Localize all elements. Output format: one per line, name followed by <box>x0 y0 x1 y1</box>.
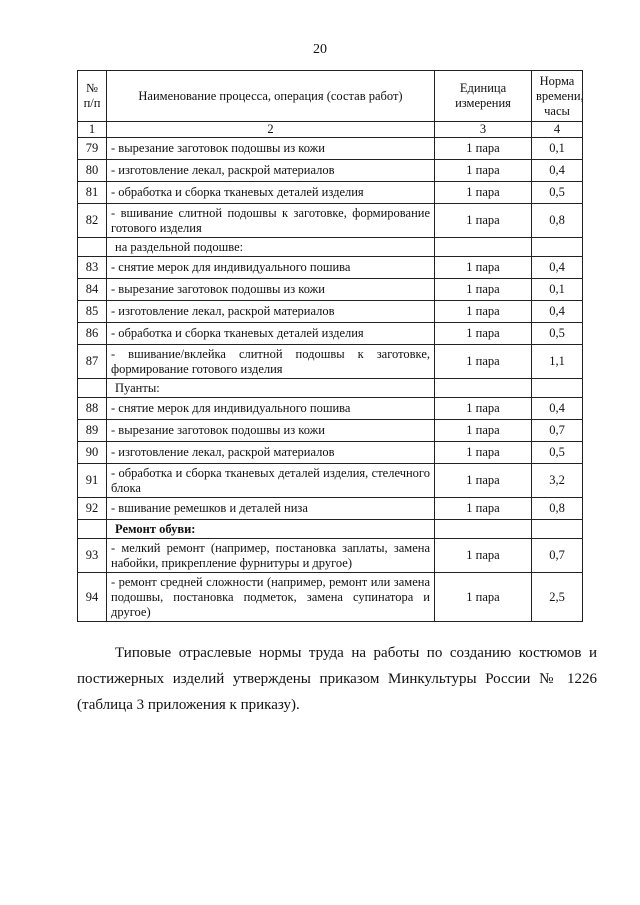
table-row <box>78 464 583 498</box>
section-title: Пуанты: <box>107 379 435 398</box>
column-number: 3 <box>435 122 532 138</box>
operation-description: - снятие мерок для индивидуального пошива <box>107 398 435 420</box>
section-value-cell <box>532 379 583 398</box>
norm-value: 0,8 <box>532 204 583 238</box>
table-row <box>78 345 583 379</box>
table-row <box>78 257 583 279</box>
unit-cell: 1 пара <box>435 539 532 573</box>
unit-cell: 1 пара <box>435 204 532 238</box>
note-paragraph <box>77 640 597 718</box>
table-row <box>78 160 583 182</box>
table-row <box>78 204 583 238</box>
row-number: 94 <box>78 573 107 622</box>
section-num-cell <box>78 520 107 539</box>
row-number: 81 <box>78 182 107 204</box>
section-row <box>78 238 583 257</box>
row-number: 89 <box>78 420 107 442</box>
row-number: 83 <box>78 257 107 279</box>
operation-description: - мелкий ремонт (например, постановка заплаты, замена набойки, прикрепление фурнитуры и другое) <box>107 539 435 573</box>
unit-cell: 1 пара <box>435 420 532 442</box>
unit-cell: 1 пара <box>435 498 532 520</box>
table-row <box>78 323 583 345</box>
unit-cell: 1 пара <box>435 138 532 160</box>
norm-value: 0,1 <box>532 279 583 301</box>
operation-description: - изготовление лекал, раскрой материалов <box>107 442 435 464</box>
section-row <box>78 520 583 539</box>
section-title: Ремонт обуви: <box>107 520 435 539</box>
table-row <box>78 182 583 204</box>
column-number: 4 <box>532 122 583 138</box>
table-row <box>78 301 583 323</box>
row-number: 79 <box>78 138 107 160</box>
section-row <box>78 379 583 398</box>
column-number: 2 <box>107 122 435 138</box>
norm-value: 1,1 <box>532 345 583 379</box>
row-number: 84 <box>78 279 107 301</box>
section-num-cell <box>78 379 107 398</box>
table-header-row <box>78 71 583 122</box>
norm-value: 0,4 <box>532 398 583 420</box>
section-value-cell <box>532 238 583 257</box>
operation-description: - вырезание заготовок подошвы из кожи <box>107 420 435 442</box>
row-number: 86 <box>78 323 107 345</box>
operation-description: - обработка и сборка тканевых деталей изделия <box>107 182 435 204</box>
table-row <box>78 539 583 573</box>
row-number: 80 <box>78 160 107 182</box>
unit-cell: 1 пара <box>435 182 532 204</box>
norm-value: 0,4 <box>532 301 583 323</box>
operation-description: - снятие мерок для индивидуального пошива <box>107 257 435 279</box>
section-unit-cell <box>435 379 532 398</box>
norm-value: 2,5 <box>532 573 583 622</box>
row-number: 92 <box>78 498 107 520</box>
norm-value: 0,4 <box>532 257 583 279</box>
unit-cell: 1 пара <box>435 323 532 345</box>
section-value-cell <box>532 520 583 539</box>
operation-description: - вырезание заготовок подошвы из кожи <box>107 138 435 160</box>
unit-cell: 1 пара <box>435 160 532 182</box>
unit-cell: 1 пара <box>435 301 532 323</box>
header-norm: Норма времени, часы <box>532 71 583 122</box>
operation-description: - вшивание слитной подошвы к заготовке, формирование готового изделия <box>107 204 435 238</box>
operation-description: - вырезание заготовок подошвы из кожи <box>107 279 435 301</box>
norm-value: 3,2 <box>532 464 583 498</box>
section-title: на раздельной подошве: <box>107 238 435 257</box>
norm-value: 0,5 <box>532 182 583 204</box>
column-number: 1 <box>78 122 107 138</box>
norm-value: 0,7 <box>532 539 583 573</box>
table-row <box>78 279 583 301</box>
operation-description: - обработка и сборка тканевых деталей изделия, стелечного блока <box>107 464 435 498</box>
operation-description: - ремонт средней сложности (например, ремонт или замена подошвы, постановка подметок, замена супинатора и другое) <box>107 573 435 622</box>
labor-norms-table <box>77 70 583 622</box>
table-row <box>78 138 583 160</box>
table-row <box>78 420 583 442</box>
norm-value: 0,7 <box>532 420 583 442</box>
table-row <box>78 498 583 520</box>
operation-description: - вшивание/вклейка слитной подошвы к заготовке, формирование готового изделия <box>107 345 435 379</box>
table-row <box>78 573 583 622</box>
row-number: 82 <box>78 204 107 238</box>
table-row <box>78 442 583 464</box>
norm-value: 0,1 <box>532 138 583 160</box>
unit-cell: 1 пара <box>435 442 532 464</box>
row-number: 88 <box>78 398 107 420</box>
unit-cell: 1 пара <box>435 464 532 498</box>
norm-value: 0,8 <box>532 498 583 520</box>
norm-value: 0,5 <box>532 323 583 345</box>
column-number-row <box>78 122 583 138</box>
operation-description: - вшивание ремешков и деталей низа <box>107 498 435 520</box>
header-num: № п/п <box>78 71 107 122</box>
section-unit-cell <box>435 238 532 257</box>
page-number: 20 <box>313 42 327 57</box>
section-num-cell <box>78 238 107 257</box>
unit-cell: 1 пара <box>435 279 532 301</box>
operation-description: - обработка и сборка тканевых деталей изделия <box>107 323 435 345</box>
table-row <box>78 398 583 420</box>
unit-cell: 1 пара <box>435 398 532 420</box>
header-unit: Единица измерения <box>435 71 532 122</box>
row-number: 93 <box>78 539 107 573</box>
header-name: Наименование процесса, операция (состав работ) <box>107 71 435 122</box>
row-number: 90 <box>78 442 107 464</box>
row-number: 85 <box>78 301 107 323</box>
operation-description: - изготовление лекал, раскрой материалов <box>107 301 435 323</box>
operation-description: - изготовление лекал, раскрой материалов <box>107 160 435 182</box>
norm-value: 0,4 <box>532 160 583 182</box>
unit-cell: 1 пара <box>435 257 532 279</box>
norm-value: 0,5 <box>532 442 583 464</box>
unit-cell: 1 пара <box>435 345 532 379</box>
unit-cell: 1 пара <box>435 573 532 622</box>
note-text: Типовые отраслевые нормы труда на работы по созданию костюмов и постижерных изделий утверждены приказом Минкультуры России № 1226 (таблица 3 приложения к приказу). <box>77 645 597 713</box>
section-unit-cell <box>435 520 532 539</box>
row-number: 91 <box>78 464 107 498</box>
row-number: 87 <box>78 345 107 379</box>
